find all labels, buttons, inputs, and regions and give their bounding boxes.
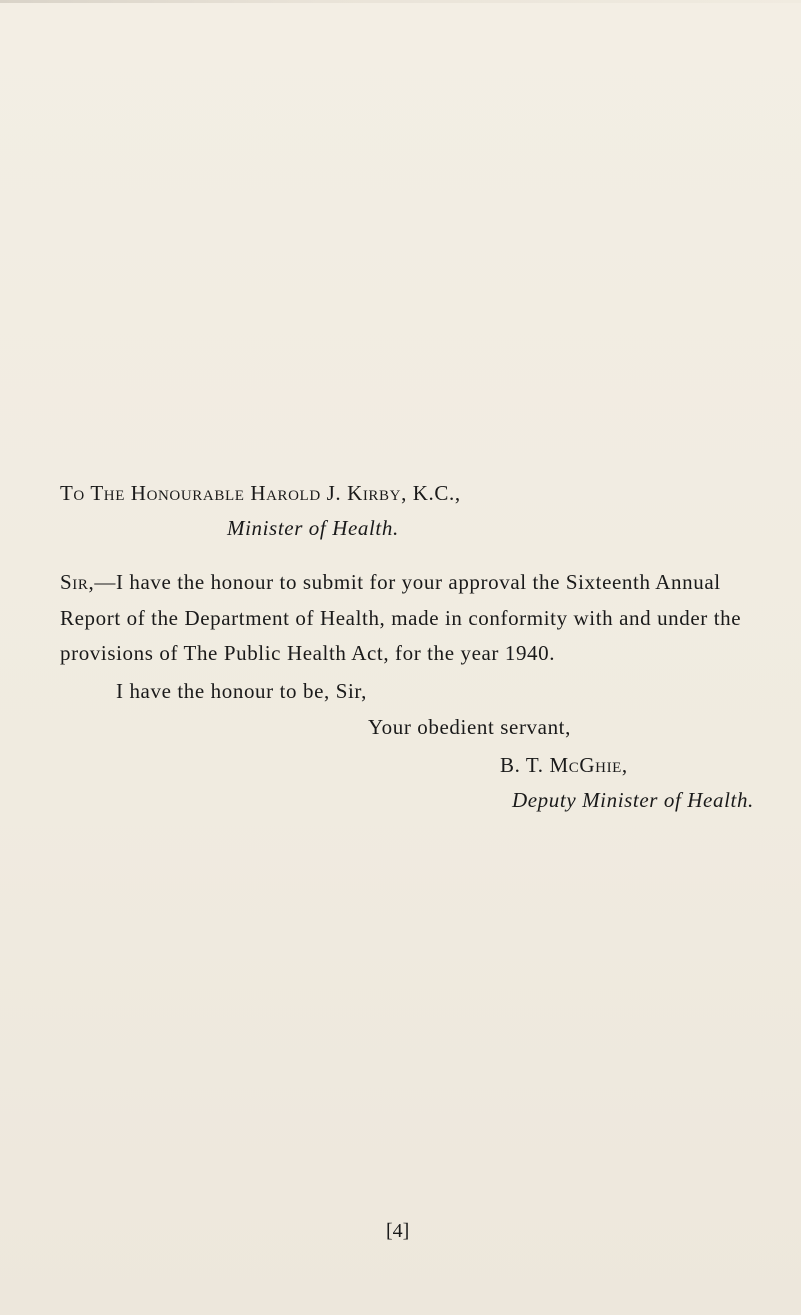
addressee-title: Minister of Health. (227, 516, 399, 540)
page-number: [4] (386, 1220, 410, 1242)
body-line-1 (60, 570, 721, 595)
closing-line: I have the honour to be, Sir, (116, 679, 368, 703)
body-line-2: Report of the Department of Health, made in conformity with and under the (60, 606, 742, 630)
body-line-1-text: —I have the honour to submit for your approval the Sixteenth Annual (94, 570, 721, 594)
signatory-name: B. T. McGhie, (500, 753, 628, 777)
valediction: Your obedient servant, (368, 715, 571, 739)
body-line-3: provisions of The Public Health Act, for the year 1940. (60, 641, 556, 665)
salutation: Sir, (60, 570, 95, 594)
addressee-line: To The Honourable Harold J. Kirby, K.C., (60, 481, 461, 505)
signatory-title: Deputy Minister of Health. (512, 788, 754, 812)
page-edge (0, 0, 801, 3)
